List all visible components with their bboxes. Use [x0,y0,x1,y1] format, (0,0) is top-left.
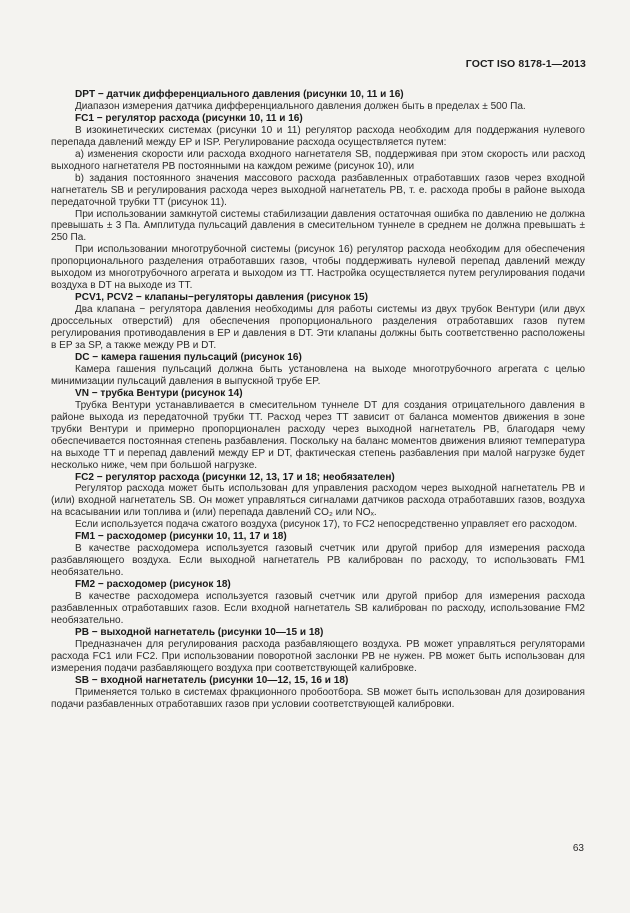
section-heading: FM1 − расходомер (рисунки 10, 11, 17 и 18) [75,531,287,543]
page-number: 63 [572,843,584,854]
section-heading: PB − выходной нагнетатель (рисунки 10—15 и 18) [75,626,324,638]
paragraph: Регулятор расхода может быть использован для управления расходом через выходной нагнетатель PB и (или) входной нагнетатель SB. Он может управляться сигналами датчиков расхода отработавших газов, воздуха на всасывании или топлива и (или) перепада давлений CO₂ или NOₓ. [51,483,585,519]
paragraph: Трубка Вентури устанавливается в смесительном туннеле DT для создания отрицательного давления в районе выхода из передаточной трубки TT. Расход через TT зависит от баланса моментов движения в зоне трубки Вентури и примерно пропорционален расходу через выходной нагнетатель PB, благодаря чему обеспечивается постоянная степень разбавления. Поскольку на баланс моментов движения влияют температура на выходе TT и перепад давлений между EP и DT, фактическая степень разбавления при малой нагрузке будет несколько ниже, чем при большой нагрузке. [51,399,585,471]
paragraph: Если используется подача сжатого воздуха (рисунок 17), то FC2 непосредственно управляет его расходом. [75,519,578,531]
section-heading: SB − входной нагнетатель (рисунки 10—12, 15, 16 и 18) [75,674,349,686]
section-heading: DC − камера гашения пульсаций (рисунок 16) [75,351,302,363]
paragraph: При использовании многотрубочной системы (рисунок 16) регулятор расхода необходим для обеспечения пропорционального разделения отработавших газов, чтобы поддерживать нулевой перепад давлений между выходом из многотрубочного агрегата и выходом из TT. Настройка осуществляется путем регулирования подачи воздуха в DT на выходе из TT. [51,244,585,292]
section-heading: FC2 − регулятор расхода (рисунки 12, 13, 17 и 18; необязателен) [75,471,395,483]
section-heading: FC1 − регулятор расхода (рисунки 10, 11 и 16) [75,112,303,124]
section-heading: PCV1, PCV2 − клапаны−регуляторы давления (рисунок 15) [75,292,368,304]
section-heading: VN − трубка Вентури (рисунок 14) [75,387,243,399]
body-text [51,89,585,711]
section-heading: DPT − датчик дифференциального давления (рисунки 10, 11 и 16) [75,89,404,100]
paragraph: b) задания постоянного значения массового расхода разбавленных отработавших газов через входной нагнетатель SB и регулирования расхода через выходной нагнетатель PB, т. е. расхода пробы в районе выхода передаточной трубки TT (рисунок 11). [51,172,585,208]
standard-designation: ГОСТ ISO 8178-1—2013 [465,58,586,70]
paragraph: В качестве расходомера используется газовый счетчик или другой прибор для измерения расхода разбавляющего воздуха. Если выходной нагнетатель PB калиброван по расходу, то использовать FM1 необязательно. [51,543,585,579]
section-heading: FM2 − расходомер (рисунок 18) [75,579,231,591]
paragraph: В изокинетических системах (рисунки 10 и 11) регулятор расхода необходим для поддержания нулевого перепада давлений между EP и ISP. Регулирование расхода осуществляется путем: [51,124,585,148]
paragraph: a) изменения скорости или расхода входного нагнетателя SB, поддерживая при этом скорость или расход выходного нагнетателя PB постоянными на каждом режиме (рисунок 10), или [51,148,585,172]
paragraph: Камера гашения пульсаций должна быть установлена на выходе многотрубочного агрегата с целью минимизации пульсаций давления в выпускной трубе EP. [51,363,585,387]
paragraph: Применяется только в системах фракционного пробоотбора. SB может быть использован для дозирования подачи разбавленных отработавших газов при условии соответствующей калибровки. [51,686,585,710]
paragraph: В качестве расходомера используется газовый счетчик или другой прибор для измерения расхода разбавленных отработавших газов. Если входной нагнетатель SB калиброван по расходу, использование FM2 необязательно. [51,591,585,626]
paragraph: Предназначен для регулирования расхода разбавляющего воздуха. PB может управляться регуляторами расхода FC1 или FC2. При использовании поворотной заслонки PB не нужен. PB может быть использован для измерения подачи разбавляющего воздуха при соответствующей калибровке. [51,638,585,674]
paragraph: Два клапана − регулятора давления необходимы для работы системы из двух трубок Вентури (или двух дроссельных отверстий) для обеспечения пропорционального разделения отработавших газов путем регулирования противодавления в EP и давления в DT. Эти клапаны должны быть соответственно расположены в EP за SP, а также между PB и DT. [51,304,585,352]
paragraph: При использовании замкнутой системы стабилизации давления остаточная ошибка по давлению не должна превышать ± 3 Па. Амплитуда пульсаций давления в смесительном туннеле в среднем не должна превышать ± 250 Па. [51,208,585,244]
paragraph: Диапазон измерения датчика дифференциального давления должен быть в пределах ± 500 Па. [75,100,526,112]
